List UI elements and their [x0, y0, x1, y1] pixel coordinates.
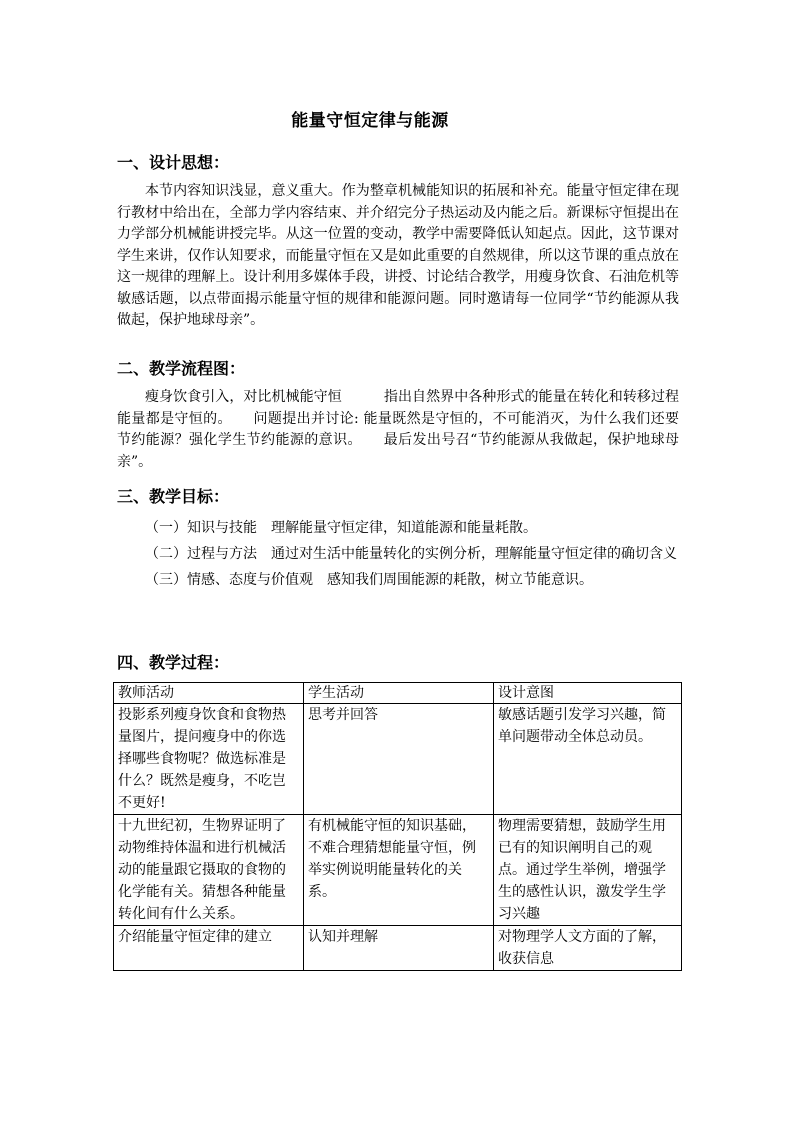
table-header-row — [114, 683, 682, 704]
goals-list — [117, 515, 679, 593]
table-row — [114, 704, 682, 815]
column-header: 设计意图 — [494, 683, 682, 704]
table-cell: 有机械能守恒的知识基础，不难合理猜想能量守恒，例举实例说明能量转化的关系。 — [304, 815, 494, 926]
table-row — [114, 926, 682, 971]
column-header: 学生活动 — [304, 683, 494, 704]
heading-process: 四、教学过程： — [117, 653, 230, 672]
table-cell: 介绍能量守恒定律的建立 — [114, 926, 304, 971]
heading-goals: 三、教学目标： — [117, 487, 230, 506]
heading-flow: 二、教学流程图： — [117, 359, 246, 378]
paragraph-flow — [117, 387, 679, 473]
table-cell: 对物理学人文方面的了解，收获信息 — [494, 926, 682, 971]
paragraph-design — [117, 181, 679, 332]
goal-item: （三）情感、态度与价值观 感知我们周围能源的耗散，树立节能意识。 — [145, 572, 593, 588]
table-row — [114, 815, 682, 926]
page-title: 能量守恒定律与能源 — [291, 111, 449, 131]
table-cell: 十九世纪初，生物界证明了动物维持体温和进行机械活动的能量跟它摄取的食物的化学能有关。猜想各种能量转化间有什么关系。 — [114, 815, 304, 926]
design-text: 本节内容知识浅显，意义重大。作为整章机械能知识的拓展和补充。能量守恒定律在现行教材中给出在，全部力学内容结束、并介绍完分子热运动及内能之后。新课标守恒提出在力学部分机械能讲授完毕。从这一位置的变动，教学中需要降低认知起点。因此，这节课对学生来讲，仅作认知要求，而能量守恒在又是如此重要的自然规律，所以这节课的重点放在这一规律的理解上。设计利用多媒体手段，讲授、讨论结合教学，用瘦身饮食、石油危机等敏感话题，以点带面揭示能量守恒的规律和能源问题。同时邀请每一位同学“节约能源从我做起，保护地球母亲”。 — [117, 183, 679, 328]
table-cell: 认知并理解 — [304, 926, 494, 971]
goal-item: （一）知识与技能 理解能量守恒定律，知道能源和能量耗散。 — [145, 520, 537, 536]
flow-text: 瘦身饮食引入，对比机械能守恒 指出自然界中各种形式的能量在转化和转移过程能量都是守恒的。 问题提出并讨论: 能量既然是守恒的，不可能消灭，为什么我们还要节约能源？强化学生节约能源的意识。 最后发出号召“节约能源从我做起，保护地球母亲”。 — [117, 389, 679, 470]
process-table — [113, 682, 682, 971]
table-cell: 投影系列瘦身饮食和食物热量图片，提问瘦身中的你选择哪些食物呢？做选标准是什么？既然是瘦身，不吃岂不更好! — [114, 704, 304, 815]
goal-item: （二）过程与方法 通过对生活中能量转化的实例分析，理解能量守恒定律的确切含义 — [145, 546, 677, 562]
table-cell: 物理需要猜想，鼓励学生用已有的知识阐明自己的观点。通过学生举例，增强学生的感性认识，激发学生学习兴趣 — [494, 815, 682, 926]
heading-design: 一、设计思想： — [117, 153, 230, 172]
table-cell: 思考并回答 — [304, 704, 494, 815]
table-cell: 敏感话题引发学习兴趣，简单问题带动全体总动员。 — [494, 704, 682, 815]
column-header: 教师活动 — [114, 683, 304, 704]
